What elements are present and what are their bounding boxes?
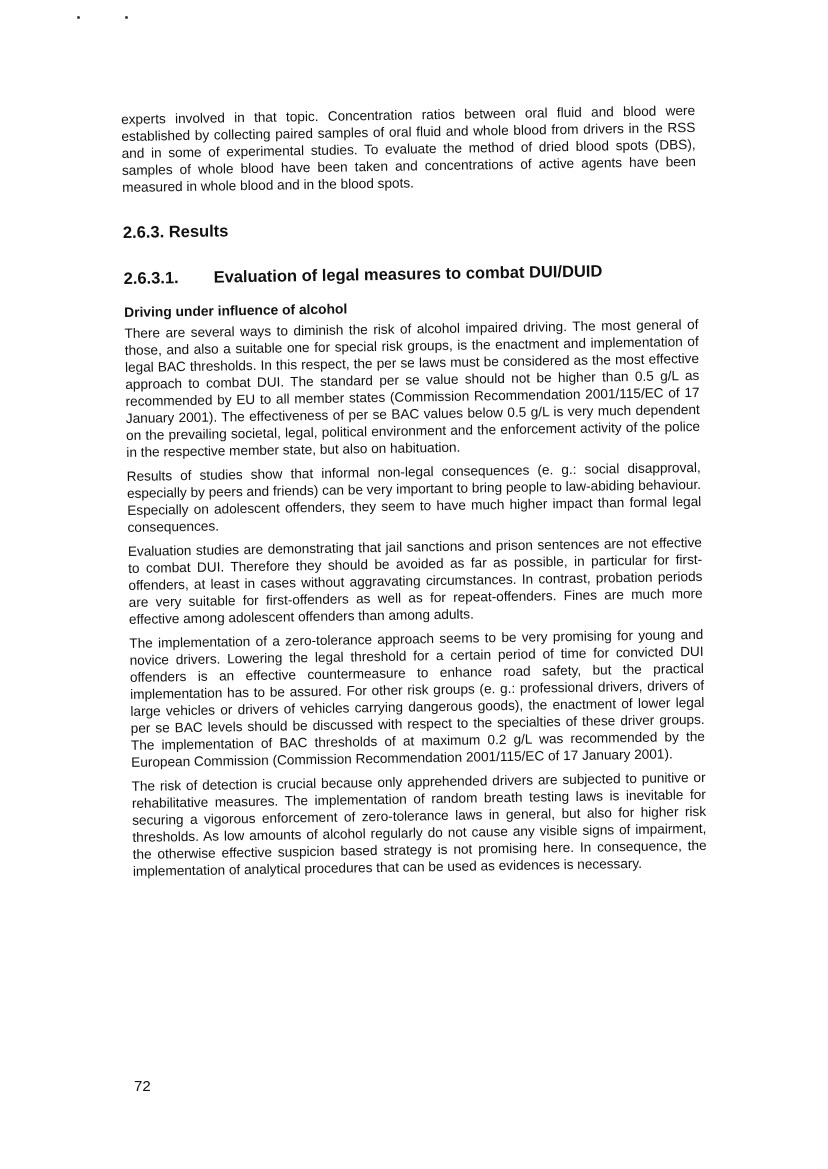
body-paragraph: The risk of detection is crucial because only apprehended drivers are subjected to punitive or rehabilitative measures. The implementation of random breath testing laws is inevitable for securing a vigorous enforcement of zero-tolerance laws in general, but also for higher risk thresholds. As low amounts of alcohol regularly do not cause any visible signs of impairment, the otherwise effective suspicion based strategy is not promising here. In consequence, the implementation of analytical procedures that can be used as evidences is necessary. [131, 769, 707, 879]
body-paragraph: Results of studies show that informal non-legal consequences (e. g.: social disapproval, especially by peers and friends) can be very important to bring people to law-abiding behaviour. Especially on adolescent offenders, they seem to have much higher impact than formal legal consequences. [126, 459, 702, 535]
subsection-title: Evaluation of legal measures to combat DUI/DUID [213, 262, 603, 287]
minor-heading: Driving under influence of alcohol [124, 301, 348, 320]
intro-paragraph: experts involved in that topic. Concentration ratios between oral fluid and blood were established by collecting paired samples of oral fluid and whole blood from drivers in the RSS and in some of experimental studies. To evaluate the method of dried blood spots (DBS), samples of whole blood have been taken and concentrations of active agents have been measured in whole blood and in the blood spots. [121, 102, 696, 195]
section-heading: 2.6.3. Results [122, 222, 229, 242]
scan-artifact-dot [77, 16, 80, 19]
body-paragraph: Evaluation studies are demonstrating that jail sanctions and prison sentences are not effective to combat DUI. Therefore they should be avoided as far as possible, in particular for first-offenders, at least in cases without aggravating circumstances. In contrast, probation periods are very suitable for first-offenders as well as for repeat-offenders. Fines are much more effective among adolescent offenders than among adults. [127, 534, 703, 627]
body-paragraph: There are several ways to diminish the risk of alcohol impaired driving. The most general of those, and also a suitable one for special risk groups, is the enactment and implementation of legal BAC thresholds. In this respect, the per se laws must be considered as the most effective approach to combat DUI. The standard per se value should not be higher than 0.5 g/L as recommended by EU to all member states (Commission Recommendation 2001/115/EC of 17 January 2001). The effectiveness of per se BAC values below 0.5 g/L is very much dependent on the prevailing societal, legal, political environment and the enforcement activity of the police in the respective member state, but also on habituation. [124, 316, 701, 460]
subsection-number: 2.6.3.1. [123, 269, 179, 288]
subsection-heading [123, 259, 697, 290]
page-number: 72 [134, 1078, 151, 1095]
page-content [121, 102, 707, 887]
body-paragraph: The implementation of a zero-tolerance approach seems to be very promising for young and novice drivers. Lowering the legal threshold for a certain period of time for convicted DUI offenders is an effective countermeasure to enhance road safety, but the practical implementation has to be assured. For other risk groups (e. g.: professional drivers, drivers of large vehicles or drivers of vehicles carrying dangerous goods), the enactment of lower legal per se BAC levels should be discussed with respect to the specialties of these driver groups. The implementation of BAC thresholds of at maximum 0.2 g/L was recommended by the European Commission (Commission Recommendation 2001/115/EC of 17 January 2001). [129, 626, 706, 770]
scan-artifact-dot [125, 16, 128, 19]
